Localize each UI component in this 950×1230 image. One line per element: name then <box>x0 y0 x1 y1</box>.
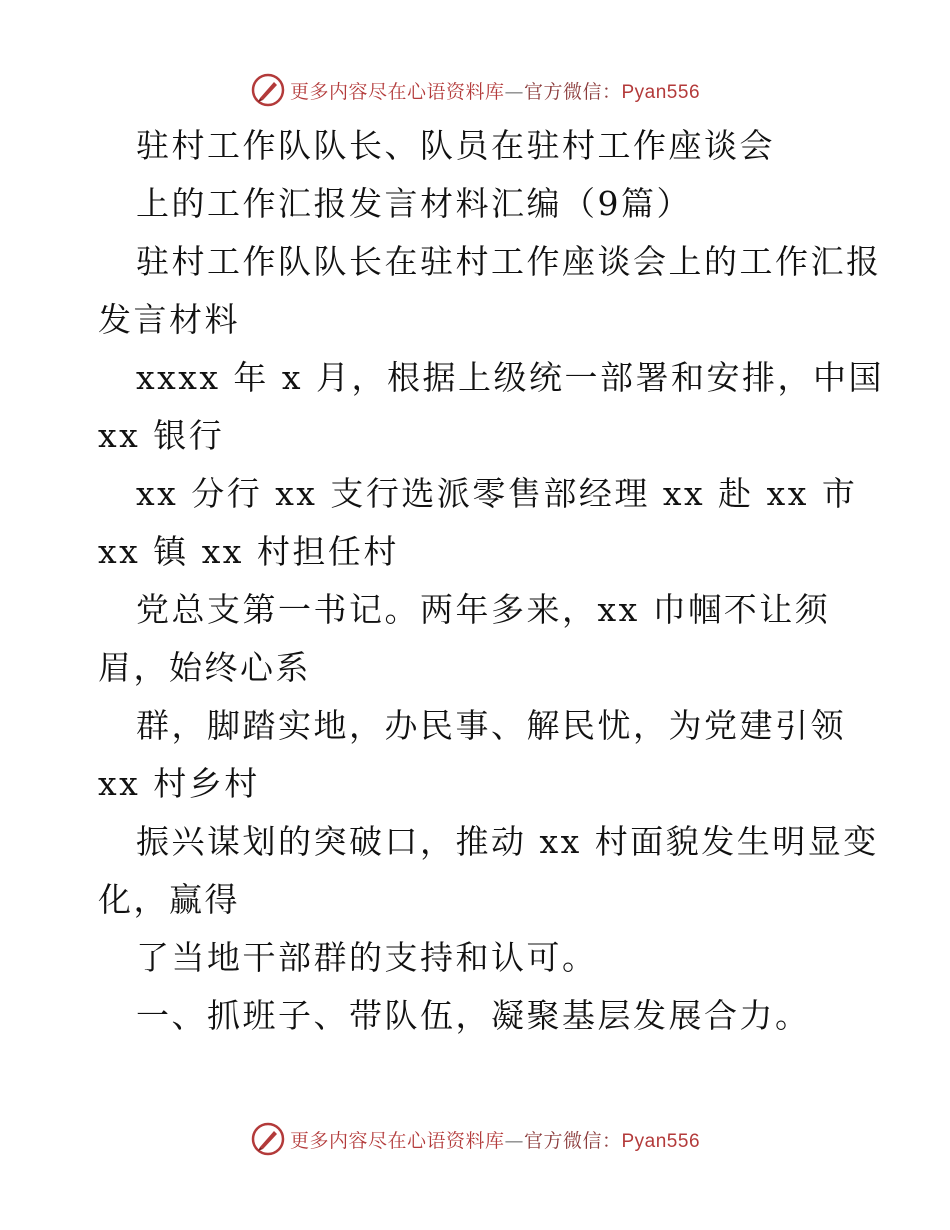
header-watermark-banner <box>0 70 950 110</box>
banner-text <box>290 1126 700 1153</box>
paragraph-line: 振兴谋划的突破口，推动 xx 村面貌发生明显变 <box>136 822 879 861</box>
paragraph-line: 党总支第一书记。两年多来，xx 巾帼不让须 <box>136 590 831 629</box>
doc-subtitle-line-1: 驻村工作队队长在驻村工作座谈会上的工作汇报 <box>136 242 882 281</box>
banner-wechat-id: Pyan556 <box>621 1130 701 1152</box>
banner-wechat-label: 官方微信： <box>523 1129 622 1152</box>
banner-separator: — <box>504 1129 524 1152</box>
banner-wechat-label: 官方微信： <box>523 80 622 103</box>
doc-title-line-2: 上的工作汇报发言材料汇编（9篇） <box>136 184 692 223</box>
banner-text <box>290 77 700 104</box>
paragraph-line: xx 银行 <box>98 416 225 455</box>
paragraph-line: 眉，始终心系 <box>98 648 311 687</box>
banner-wechat-id: Pyan556 <box>621 81 701 103</box>
doc-title-line-1: 驻村工作队队长、队员在驻村工作座谈会 <box>136 126 775 165</box>
paragraph-line: 了当地干部群的支持和认可。 <box>136 938 598 977</box>
banner-main-text: 更多内容尽在心语资料库 <box>289 1129 505 1152</box>
paragraph-line: xx 分行 xx 支行选派零售部经理 xx 赴 xx 市 <box>136 474 858 513</box>
paragraph-line: xx 村乡村 <box>98 764 260 803</box>
banner-main-text: 更多内容尽在心语资料库 <box>289 80 505 103</box>
doc-subtitle-line-2: 发言材料 <box>98 300 240 339</box>
paragraph-line: xx 镇 xx 村担任村 <box>98 532 399 571</box>
paragraph-line: xxxx 年 x 月，根据上级统一部署和安排，中国 <box>136 358 885 397</box>
quill-pen-icon <box>250 72 286 108</box>
footer-watermark-banner <box>0 1119 950 1159</box>
paragraph-line: 群，脚踏实地，办民事、解民忧，为党建引领 <box>136 706 846 745</box>
quill-pen-icon <box>250 1121 286 1157</box>
document-body <box>98 117 885 1045</box>
section-heading: 一、抓班子、带队伍，凝聚基层发展合力。 <box>136 996 811 1035</box>
banner-separator: — <box>504 80 524 103</box>
paragraph-line: 化，赢得 <box>98 880 240 919</box>
